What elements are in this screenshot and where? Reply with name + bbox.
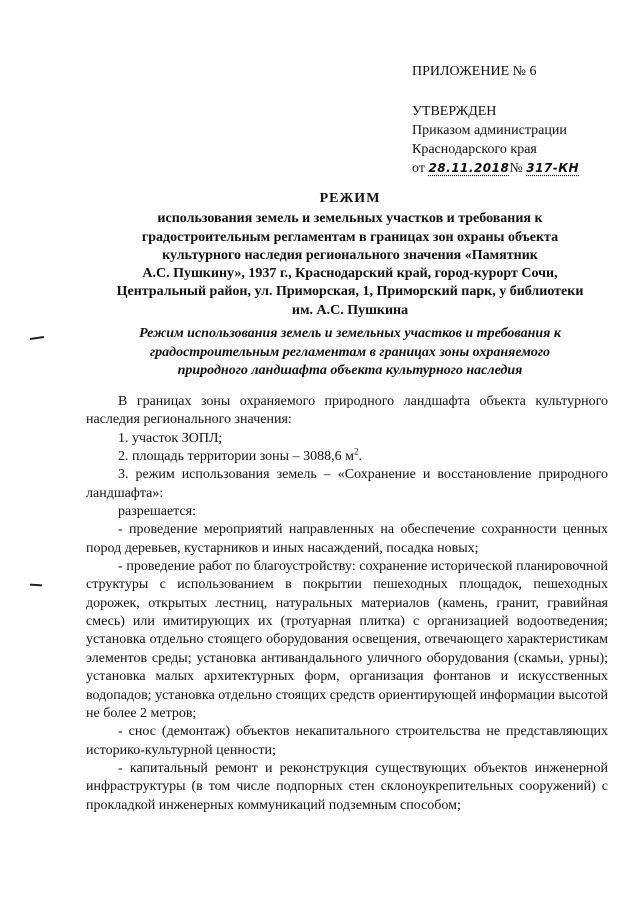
subtitle-line: природного ландшафта объекта культурного наследия [177,363,523,378]
date-prefix: от [412,161,429,176]
number-sign: № [509,161,527,176]
bullet-paragraph: - капитальный ремонт и реконструкция существующих объектов инженерной инфраструктуры (в том числе подпорных стен склоноукрепительных сооружений) с прокладкой инженерных коммуникаций подземным способом; [86,760,608,813]
area-suffix: . [358,449,362,465]
title-line: культурного наследия регионального значения «Памятник [162,247,538,263]
approval-date-line [412,159,632,178]
title-line: А.С. Пушкину», 1937 г., Краснодарский край, город-курорт Сочи, [142,266,558,282]
approval-stamp [412,62,632,178]
approval-line-1: Приказом администрации [412,123,567,138]
margin-mark-top [30,336,44,340]
title-line: использования земель и земельных участков и требования к [157,211,543,227]
appendix-label: ПРИЛОЖЕНИЕ № 6 [412,64,537,79]
margin-mark-bottom [30,584,42,587]
document-body [86,393,608,815]
handwritten-date: 28.11.2018 [428,161,510,175]
list-item [86,448,608,466]
area-unit-superscript: 2 [353,446,359,457]
bullet-paragraph: - проведение мероприятий направленных на обеспечение сохранности ценных пород деревьев, кустарников и иных насаждений, посадка новых; [86,522,608,556]
intro-paragraph: В границах зоны охраняемого природного ландшафта объекта культурного наследия регионального значения: [86,394,608,428]
section-subtitle [90,325,610,381]
subtitle-line: Режим использования земель и земельных участков и требования к [139,326,561,341]
area-text: 2. площадь территории зоны – 3088,6 м [118,449,354,465]
approval-line-2: Краснодарского края [412,142,537,157]
handwritten-number: 317-КН [526,161,580,175]
title-main: РЕЖИМ [319,191,381,206]
bullet-paragraph: - проведение работ по благоустройству: сохранение исторической планировочной структуры с использованием в покрытии пешеходных площадок, пешеходных дорожек, открытых лестниц, натуральных материалов (камень, гранит, гравийная смесь) или имитирующих их (тротуарная плитка) с организацией водоотведения; установка отдельно стоящего оборудования освещения, отвечающего характеристикам элементов среды; установка антивандального уличного оборудования (скамьи, урны); установка малых архитектурных форм, организация фонтанов и искусственных водопадов; установка отдельно стоящих средств ориентирующей информации высотой не более 2 метров; [86,559,608,721]
list-item: 1. участок ЗОПЛ; [118,430,223,446]
document-title [90,190,610,320]
title-line: Центральный район, ул. Приморская, 1, Приморский парк, у библиотеки [116,284,584,300]
title-line: градостроительным регламентам в границах зон охраны объекта [141,229,559,245]
approved-label: УТВЕРЖДЕН [412,104,497,119]
allowed-label: разрешается: [118,504,196,520]
list-item: 3. режим использования земель – «Сохранение и восстановление природного ландшафта»: [86,467,608,501]
bullet-paragraph: - снос (демонтаж) объектов некапитального строительства не представляющих историко-культурной ценности; [86,724,608,758]
title-line: им. А.С. Пушкина [291,302,409,318]
subtitle-line: градостроительным регламентам в границах зоны охраняемого [149,344,551,360]
